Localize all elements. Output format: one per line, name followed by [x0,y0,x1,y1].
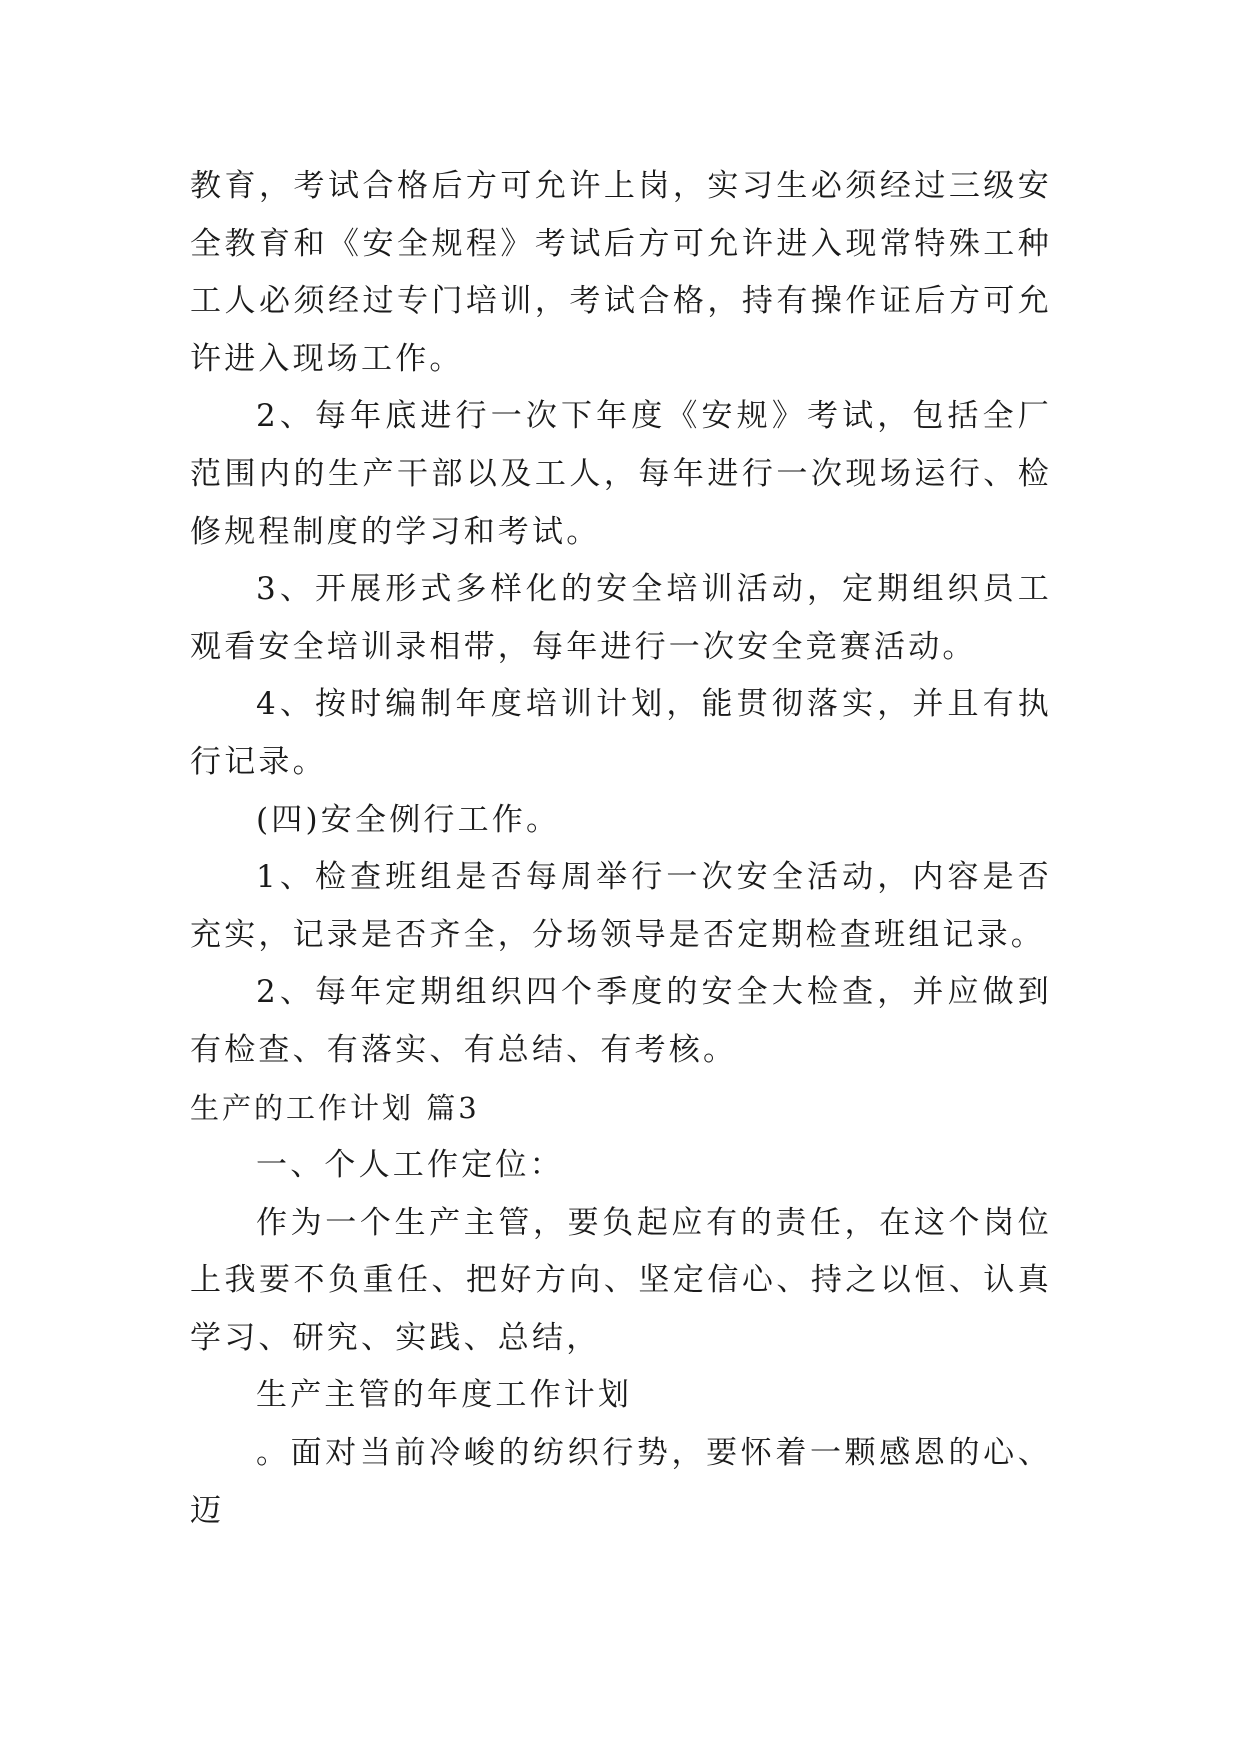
paragraph-5: 1、检查班组是否每周举行一次安全活动，内容是否充实，记录是否齐全，分场领导是否定期检查班组记录。 [190,859,1052,953]
paragraph-2: 2、每年底进行一次下年度《安规》考试，包括全厂范围内的生产干部以及工人，每年进行一次现场运行、检修规程制度的学习和考试。 [190,398,1052,550]
paragraph-3: 3、开展形式多样化的安全培训活动，定期组织员工观看安全培训录相带，每年进行一次安全竞赛活动。 [190,571,1052,665]
paragraph-10: 。面对当前冷峻的纺织行势，要怀着一颗感恩的心、迈 [190,1435,1052,1529]
subsection-heading: (四)安全例行工作。 [256,801,561,838]
paragraph-9: 生产主管的年度工作计划 [256,1377,633,1414]
document-body [190,158,1052,1540]
paragraph-6: 2、每年定期组织四个季度的安全大检查，并应做到有检查、有落实、有总结、有考核。 [190,974,1052,1068]
paragraph-4: 4、按时编制年度培训计划，能贯彻落实，并且有执行记录。 [190,686,1052,780]
paragraph-1: 教育，考试合格后方可允许上岗，实习生必须经过三级安全教育和《安全规程》考试后方可允许进入现常特殊工种工人必须经过专门培训，考试合格，持有操作证后方可允许进入现场工作。 [190,168,1052,377]
section-title: 生产的工作计划 篇3 [190,1090,480,1125]
paragraph-7: 一、个人工作定位： [256,1147,564,1184]
paragraph-8: 作为一个生产主管，要负起应有的责任，在这个岗位上我要不负重任、把好方向、坚定信心、持之以恒、认真学习、研究、实践、总结， [190,1204,1052,1356]
